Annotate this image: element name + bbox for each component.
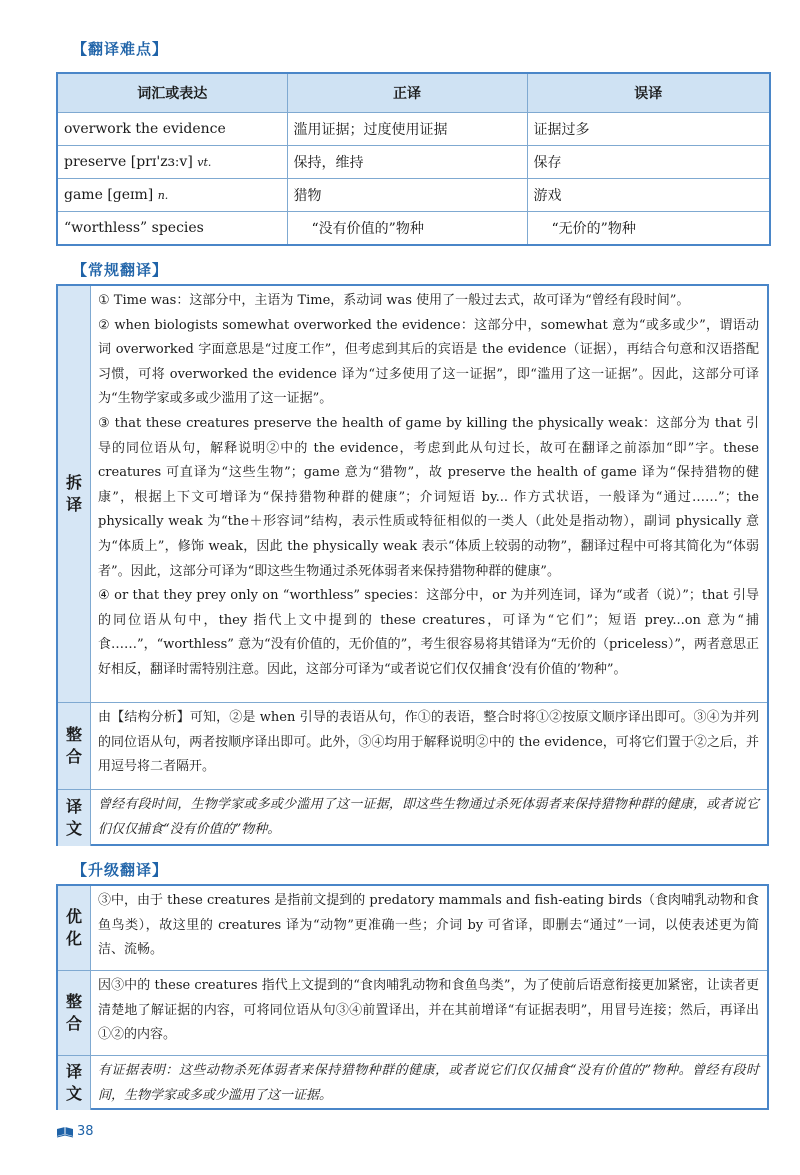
merge-label xyxy=(58,971,91,1055)
term-text: overwork the evidence xyxy=(64,121,226,137)
phonetic: [prɪ'zɜːv] xyxy=(130,154,193,170)
term-cell xyxy=(57,113,287,146)
translation-row xyxy=(58,790,767,846)
upgraded-translation-box xyxy=(56,884,769,1110)
wrong-cell: “无价的”物种 xyxy=(527,212,770,246)
wrong-cell: 保存 xyxy=(527,146,770,179)
analysis-para-1: ① Time was：这部分中，主语为 Time，系动词 was 使用了一般过去式，故可译为“曾经有段时间”。 xyxy=(98,293,690,308)
label-char: 合 xyxy=(65,1014,82,1033)
merge-row xyxy=(58,703,767,790)
translation-row xyxy=(58,1056,767,1110)
merge-content: 因③中的 these creatures 指代上文提到的“食肉哺乳动物和食鱼鸟类”，为了使前后语意衔接更加紧密，让读者更清楚地了解证据的内容，可将同位语从句③④前置译出，并在其前增译“有证据表明”，用冒号连接；然后，再译出①②的内容。 xyxy=(98,978,759,1043)
book-icon xyxy=(56,1126,74,1138)
term-text: preserve xyxy=(64,154,127,170)
page-number: 38 xyxy=(77,1124,94,1139)
label-char: 合 xyxy=(65,747,82,766)
heading-upgraded-translation: 【升级翻译】 xyxy=(72,861,169,879)
page-footer xyxy=(56,1124,94,1139)
correct-cell: 猎物 xyxy=(287,179,527,212)
label-char: 整 xyxy=(65,992,82,1011)
split-label xyxy=(58,286,91,702)
header-term: 词汇或表达 xyxy=(57,73,287,113)
label-char: 拆 xyxy=(65,473,82,492)
translation-label xyxy=(58,1056,91,1110)
translation-label xyxy=(58,790,91,846)
label-char: 文 xyxy=(65,1084,82,1103)
split-translation-row xyxy=(58,286,767,703)
wrong-cell: 证据过多 xyxy=(527,113,770,146)
table-row xyxy=(57,179,770,212)
correct-cell: 滥用证据；过度使用证据 xyxy=(287,113,527,146)
analysis-para-2: ② when biologists somewhat overworked the evidence：这部分中，somewhat 意为“或多或少”，谓语动词 overworked 字面意思是“过度工作”，但考虑到其后的宾语是 the evidence（证据），再结合句意和汉语搭配习惯，可将 overworked the evidence 译为“过多使用了这一证据”，即“滥用了这一证据”。因此，这部分可译为“生物学家或多或少滥用了这一证据”。 xyxy=(98,317,759,407)
translation-content: 有证据表明：这些动物杀死体弱者来保持猎物种群的健康，或者说它们仅仅捕食“没有价值的”物种。曾经有段时间，生物学家或多或少滥用了这一证据。 xyxy=(98,1063,759,1103)
term-cell xyxy=(57,212,287,246)
table-row xyxy=(57,113,770,146)
table-row xyxy=(57,146,770,179)
label-char: 优 xyxy=(65,907,82,926)
term-text: “worthless” species xyxy=(64,220,204,236)
phonetic: [ɡeɪm] xyxy=(107,187,154,203)
optimize-label xyxy=(58,886,91,970)
term-cell xyxy=(57,146,287,179)
label-char: 译 xyxy=(65,797,82,816)
correct-cell: “没有价值的”物种 xyxy=(287,212,527,246)
term-text: game xyxy=(64,187,103,203)
part-of-speech: n. xyxy=(157,189,169,202)
merge-content: 由【结构分析】可知，②是 when 引导的表语从句，作①的表语，整合时将①②按原文顺序译出即可。③④为并列的同位语从句，两者按顺序译出即可。此外，③④均用于解释说明②中的 the evidence，可将它们置于②之后，并用逗号将二者隔开。 xyxy=(98,710,759,775)
label-char: 化 xyxy=(65,929,82,948)
label-char: 整 xyxy=(65,725,82,744)
optimize-row xyxy=(58,886,767,971)
term-cell xyxy=(57,179,287,212)
label-char: 译 xyxy=(65,1062,82,1081)
merge-label xyxy=(58,703,91,789)
label-char: 译 xyxy=(65,495,82,514)
table-header-row xyxy=(57,73,770,113)
analysis-para-4: ④ or that they prey only on “worthless” species：这部分中，or 为并列连词，译为“或者（说）”；that 引导的同位语从句中，they 指代上文中提到的 these creatures，可译为“它们”；短语 prey...on 意为“捕食……”，“worthless” 意为“没有价值的，无价值的”，考生很容易将其错译为“无价的（priceless）”，两者意思正好相反，翻译时需特别注意。因此，这部分可译为“或者说它们仅仅捕食‘没有价值的’物种”。 xyxy=(98,588,759,677)
part-of-speech: vt. xyxy=(197,156,212,169)
analysis-para-3: ③ that these creatures preserve the health of game by killing the physically weak：这部分为 that 引导的同位语从句，解释说明②中的 the evidence，考虑到此从句过长，故可在翻译之前添加“即”字。these creatures 可直译为“这些生物”；game 意为“猎物”，故 preserve the health of game 译为“保持猎物的健康”，根据上下文可增译为“保持猎物种群的健康”；介词短语 by... 作方式状语，一般译为“通过……”；the physically weak 为“the＋形容词”结构，表示性质或特征相似的一类人（此处是指动物），副词 physically 意为“体质上”，修饰 weak，因此 the physically weak 表示“体质上较弱的动物”，翻译过程中可将其简化为“体弱者”。因此，这部分可译为“即这些生物通过杀死体弱者来保持猎物种群的健康”。 xyxy=(98,415,759,579)
optimize-content: ③中，由于 these creatures 是指前文提到的 predatory mammals and fish-eating birds（食肉哺乳动物和食鱼鸟类），故这里的 creatures 译为“动物”更准确一些；介词 by 可省译，即删去“通过”一词，以使表述更为简洁、流畅。 xyxy=(98,893,759,958)
merge-row xyxy=(58,971,767,1056)
correct-cell: 保持，维持 xyxy=(287,146,527,179)
translation-content: 曾经有段时间，生物学家或多或少滥用了这一证据，即这些生物通过杀死体弱者来保持猎物种群的健康，或者说它们仅仅捕食“没有价值的”物种。 xyxy=(98,797,759,837)
vocab-table xyxy=(56,72,771,246)
table-row xyxy=(57,212,770,246)
label-char: 文 xyxy=(65,819,82,838)
wrong-cell: 游戏 xyxy=(527,179,770,212)
split-content xyxy=(91,286,767,702)
header-correct: 正译 xyxy=(287,73,527,113)
regular-translation-box xyxy=(56,284,769,846)
header-wrong: 误译 xyxy=(527,73,770,113)
heading-translation-difficulties: 【翻译难点】 xyxy=(72,40,169,58)
heading-regular-translation: 【常规翻译】 xyxy=(72,261,169,279)
